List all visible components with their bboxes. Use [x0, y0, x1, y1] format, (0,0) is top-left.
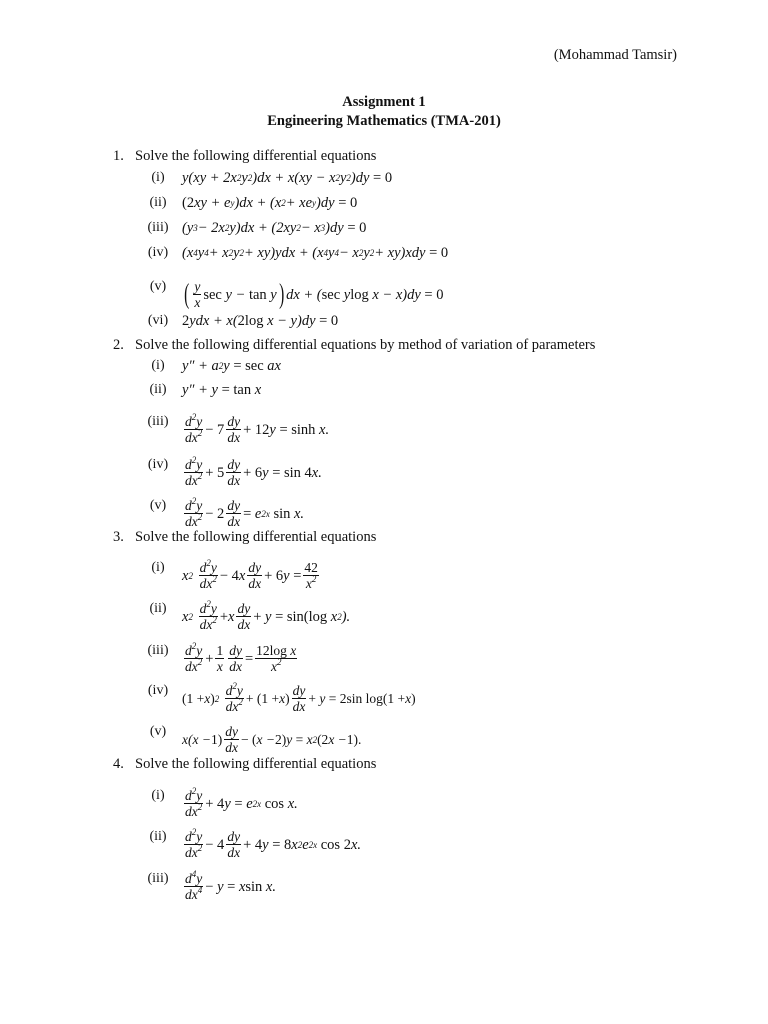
- question-text: Solve the following differential equations by method of variation of parameters: [135, 337, 596, 353]
- equation: x 2 $d^2y$ $dx^2$ − 4 x dy dx + 6 y = $\frac{42}{x^2}$: [182, 558, 318, 591]
- item-label: (v): [149, 724, 167, 739]
- question-4: [113, 756, 376, 773]
- item-label: (i): [151, 170, 165, 185]
- equation: (1 + x ) 2 $d^2y$ $dx^2$ + (1 + x ) dy dx + y = 2sin log(1 + x ): [182, 681, 416, 714]
- course-title: Engineering Mathematics (TMA-201): [267, 113, 501, 129]
- equation: $d^2y$ $dx^2$ − 4 dy dx + 4 y = 8 x 2 e 2x cos 2 x.: [185, 827, 362, 860]
- item-label: (iii): [147, 220, 169, 235]
- equation: $d^2y$ $dx^2$ + 4 y = e 2x cos x.: [185, 786, 298, 819]
- equation: (x 4 y 4 + x 2 y 2 + xy)ydx + (x 4 y 4 − x 2 y 2 + xy)xdy = 0: [182, 245, 449, 261]
- item-label: (i): [151, 560, 165, 575]
- question-text: Solve the following differential equations: [135, 148, 377, 164]
- item-label: (v): [149, 279, 167, 294]
- question-text: Solve the following differential equations: [135, 756, 377, 772]
- question-1: [113, 148, 376, 165]
- item-label: (ii): [149, 601, 167, 616]
- item-label: (iv): [147, 683, 169, 698]
- item-label: (iii): [147, 871, 169, 886]
- item-label: (i): [151, 788, 165, 803]
- item-label: (iii): [147, 643, 169, 658]
- question-number: 2.: [113, 337, 124, 353]
- equation: (y 3 − 2x 2 y)dx + (2xy 2 − x 3 )dy = 0: [182, 220, 367, 236]
- item-label: (ii): [149, 382, 167, 397]
- item-label: (ii): [149, 195, 167, 210]
- question-3: [113, 529, 376, 546]
- equation: $d^2y$ $dx^2$ − 7 dy dx + 12 y = sinh x.: [185, 412, 330, 445]
- item-label: (iv): [147, 457, 169, 472]
- item-label: (v): [149, 498, 167, 513]
- equation: $d^4y$ $dx^4$ − y = x sin x.: [185, 869, 276, 902]
- equation: 2 ydx + x( 2log x − y)dy = 0: [182, 313, 339, 329]
- equation: $d^2y$ $dx^2$ − 2 $\frac{dy}{dx}$ = e 2x sin x.: [185, 496, 305, 529]
- equation: $d^2y$ $dx^2$ + $\frac{1}{x}$ $\frac{dy}{dx}$ = $\frac{\text{12log x}}{x^2}$: [185, 641, 297, 674]
- equation: y(xy + 2x 2 y 2 )dx + x(xy − x 2 y 2 )dy = 0: [182, 170, 393, 186]
- item-label: (vi): [147, 313, 169, 328]
- item-label: (iii): [147, 414, 169, 429]
- question-number: 4.: [113, 756, 124, 772]
- question-text: Solve the following differential equations: [135, 529, 377, 545]
- equation: $d^2y$ $dx^2$ + 5 dy dx + 6 y = sin 4 x.: [185, 455, 322, 488]
- equation: x 2 $d^2y$ $dx^2$ + x $\frac{dy}{dx}$ + y = sin(log x 2 ).: [182, 599, 351, 632]
- assignment-title: Assignment 1: [342, 94, 426, 110]
- item-label: (i): [151, 358, 165, 373]
- item-label: (ii): [149, 829, 167, 844]
- question-number: 1.: [113, 148, 124, 164]
- question-number: 3.: [113, 529, 124, 545]
- equation: ( y x sec y − tan y ) dx + ( sec y log x − x)dy = 0: [184, 278, 444, 310]
- item-label: (iv): [147, 245, 169, 260]
- equation: y″ + y = tan x: [182, 382, 262, 398]
- equation: (2 xy + e y )dx + (x 2 + xe y )dy = 0: [182, 195, 358, 211]
- equation: y″ + a 2 y = sec ax: [182, 358, 281, 374]
- question-2: [113, 337, 595, 354]
- equation: x(x − 1) dy dx − ( x − 2) y = x 2 (2 x − 1).: [182, 724, 362, 755]
- author-name: (Mohammad Tamsir): [553, 47, 677, 63]
